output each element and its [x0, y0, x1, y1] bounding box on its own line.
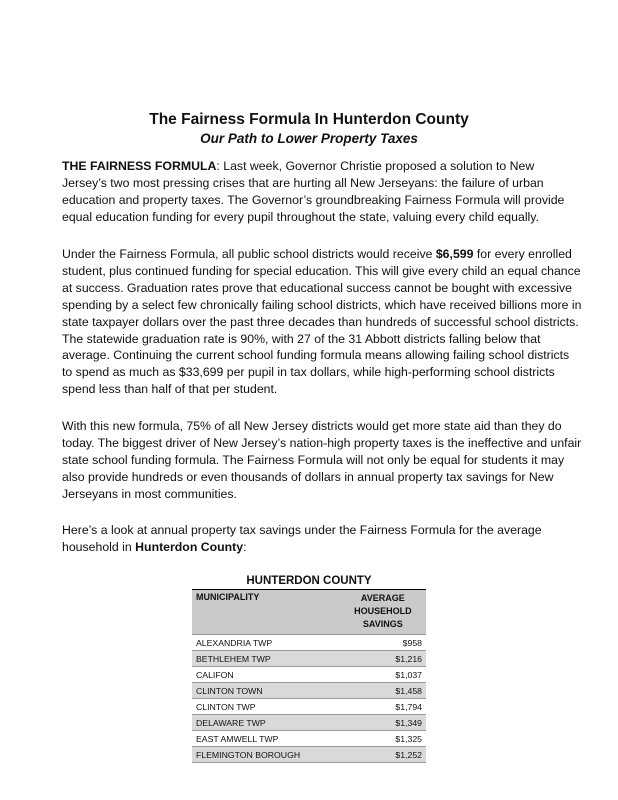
header-savings-line3: SAVINGS [362, 619, 403, 629]
page-subtitle: Our Path to Lower Property Taxes [200, 131, 418, 146]
table-row [192, 699, 426, 715]
savings-table [192, 572, 426, 763]
household-savings: $1,325 [340, 731, 426, 747]
table-title: HUNTERDON COUNTY [192, 572, 426, 590]
municipality-name: DELAWARE TWP [192, 715, 340, 731]
county-name: Hunterdon County [135, 539, 244, 554]
municipality-name: CLINTON TOWN [192, 683, 340, 699]
municipality-name: BETHLEHEM TWP [192, 651, 340, 667]
header-savings-line2: HOUSEHOLD [354, 606, 412, 616]
funding-text-before: Under the Fairness Formula, all public school districts would receive [62, 247, 436, 261]
paragraph-savings-intro [62, 522, 582, 556]
paragraph-formula: With this new formula, 75% of all New Jersey districts would get more state aid than they do today. The biggest driver of New Jersey’s nation-high property taxes is the ineffective and unfair state school funding formula. The Fairness Formula will not only be equal for students it may also provide hundreds or even thousands of dollars in annual property tax savings for New Jerseyans in most communities. [62, 419, 582, 501]
municipality-name: CLINTON TWP [192, 699, 340, 715]
municipality-name: FLEMINGTON BOROUGH [192, 747, 340, 763]
table-header [192, 590, 426, 635]
paragraph-funding [62, 246, 582, 398]
savings-text-after: : [243, 539, 247, 554]
household-savings: $1,349 [340, 715, 426, 731]
household-savings: $1,458 [340, 683, 426, 699]
funding-text-after: for every enrolled student, plus continued funding for special education. This will give every child an equal chance at success. Graduation rates prove that educational success cannot be bought with excessive spending by a select few chronically failing school districts, which have received billions more in state taxpayer dollars over the past three decades than hundreds of successful school districts. The statewide graduation rate is 90%, with 27 of the 31 Abbott districts falling below that average. Continuing the current school funding formula means allowing failing school districts to spend as much as $33,699 per pupil in tax dollars, while high-performing school districts spend less than half of that per student. [62, 247, 582, 397]
table-row [192, 715, 426, 731]
page-title: The Fairness Formula In Hunterdon County [149, 111, 469, 128]
household-savings: $1,252 [340, 747, 426, 763]
municipality-name: ALEXANDRIA TWP [192, 635, 340, 651]
savings-text-before: Here’s a look at annual property tax savings under the Fairness Formula for the average household in [62, 523, 542, 554]
intro-text: : Last week, Governor Christie proposed a solution to New Jersey’s two most pressing crises that are hurting all New Jerseyans: the failure of urban education and property taxes. The Governor’s groundbreaking Fairness Formula will provide equal education funding for every pupil throughout the state, valuing every child equally. [62, 159, 565, 224]
municipality-name: CALIFON [192, 667, 340, 683]
funding-amount: $6,599 [435, 247, 474, 261]
table-row [192, 667, 426, 683]
table-row [192, 683, 426, 699]
table-row [192, 635, 426, 651]
intro-lead: THE FAIRNESS FORMULA [62, 159, 217, 173]
household-savings: $1,037 [340, 667, 426, 683]
header-municipality: MUNICIPALITY [192, 590, 340, 635]
table-row [192, 651, 426, 667]
household-savings: $1,216 [340, 651, 426, 667]
household-savings: $1,794 [340, 699, 426, 715]
table-row [192, 747, 426, 763]
household-savings: $958 [340, 635, 426, 651]
paragraph-intro [62, 158, 582, 226]
table-row [192, 731, 426, 747]
municipality-name: EAST AMWELL TWP [192, 731, 340, 747]
header-savings-line1: AVERAGE [360, 593, 405, 603]
header-savings [340, 590, 426, 635]
